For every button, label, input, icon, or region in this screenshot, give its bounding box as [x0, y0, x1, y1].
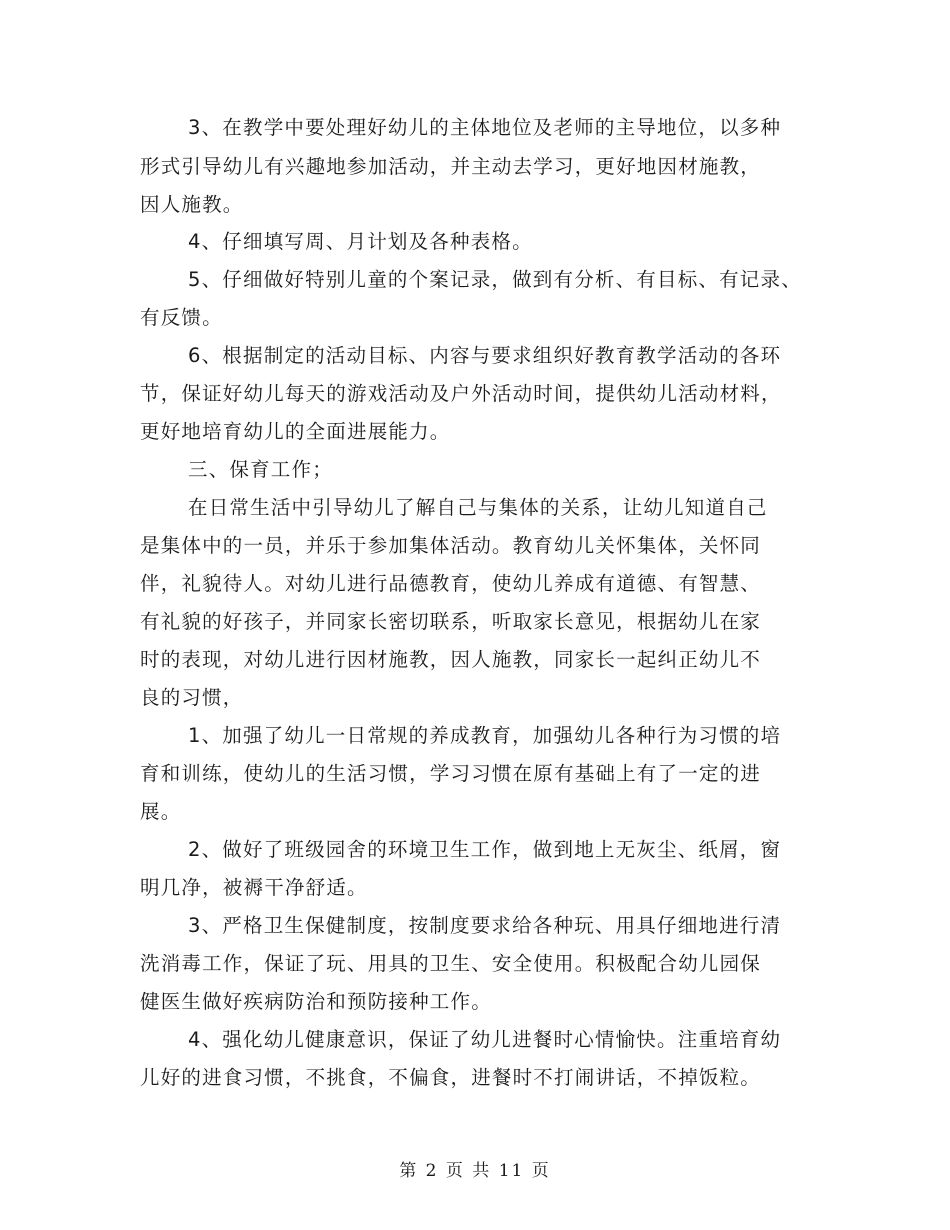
text-line: 儿好的进食习惯，不挑食，不偏食，进餐时不打闹讲话，不掉饭粒。: [140, 1066, 762, 1089]
text-line: 伴，礼貌待人。对幼儿进行品德教育，使幼儿养成有道德、有智慧、: [140, 572, 762, 595]
text-line: 有反馈。: [140, 306, 223, 329]
text-line: 2、做好了班级园舍的环境卫生工作，做到地上无灰尘、纸屑，窗: [188, 838, 782, 861]
text-line: 洗消毒工作，保证了玩、用具的卫生、安全使用。积极配合幼儿园保: [140, 952, 762, 975]
text-line: 4、强化幼儿健康意识，保证了幼儿进餐时心情愉快。注重培育幼: [188, 1028, 782, 1051]
text-line: 是集体中的一员，并乐于参加集体活动。教育幼儿关怀集体，关怀同: [140, 534, 762, 557]
text-line: 明几净，被褥干净舒适。: [140, 876, 368, 899]
text-line: 3、在教学中要处理好幼儿的主体地位及老师的主导地位，以多种: [188, 116, 782, 139]
text-line: 4、仔细填写周、月计划及各种表格。: [188, 230, 533, 253]
text-line: 更好地培育幼儿的全面进展能力。: [140, 420, 451, 443]
text-line: 有礼貌的好孩子，并同家长密切联系，听取家长意见，根据幼儿在家: [140, 610, 762, 633]
text-line: 3、严格卫生保健制度，按制度要求给各种玩、用具仔细地进行清: [188, 914, 782, 937]
text-line: 展。: [140, 800, 182, 823]
text-line: 健医生做好疾病防治和预防接种工作。: [140, 990, 492, 1013]
section-heading: 三、保育工作；: [188, 458, 333, 481]
text-line: 因人施教。: [140, 193, 244, 216]
text-line: 6、根据制定的活动目标、内容与要求组织好教育教学活动的各环: [188, 344, 782, 367]
text-line: 育和训练，使幼儿的生活习惯，学习习惯在原有基础上有了一定的进: [140, 762, 762, 785]
text-line: 1、加强了幼儿一日常规的养成教育，加强幼儿各种行为习惯的培: [188, 724, 782, 747]
text-line: 形式引导幼儿有兴趣地参加活动，并主动去学习，更好地因材施教，: [140, 155, 762, 178]
text-line: 节，保证好幼儿每天的游戏活动及户外活动时间，提供幼儿活动材料，: [140, 382, 782, 405]
text-line: 时的表现，对幼儿进行因材施教，因人施教，同家长一起纠正幼儿不: [140, 648, 762, 671]
page-number: 第 2 页 共 11 页: [399, 1161, 551, 1181]
text-line: 5、仔细做好特别儿童的个案记录，做到有分析、有目标、有记录、: [188, 268, 802, 291]
text-line: 在日常生活中引导幼儿了解自己与集体的关系，让幼儿知道自己: [188, 496, 768, 519]
text-line: 良的习惯，: [140, 686, 244, 709]
